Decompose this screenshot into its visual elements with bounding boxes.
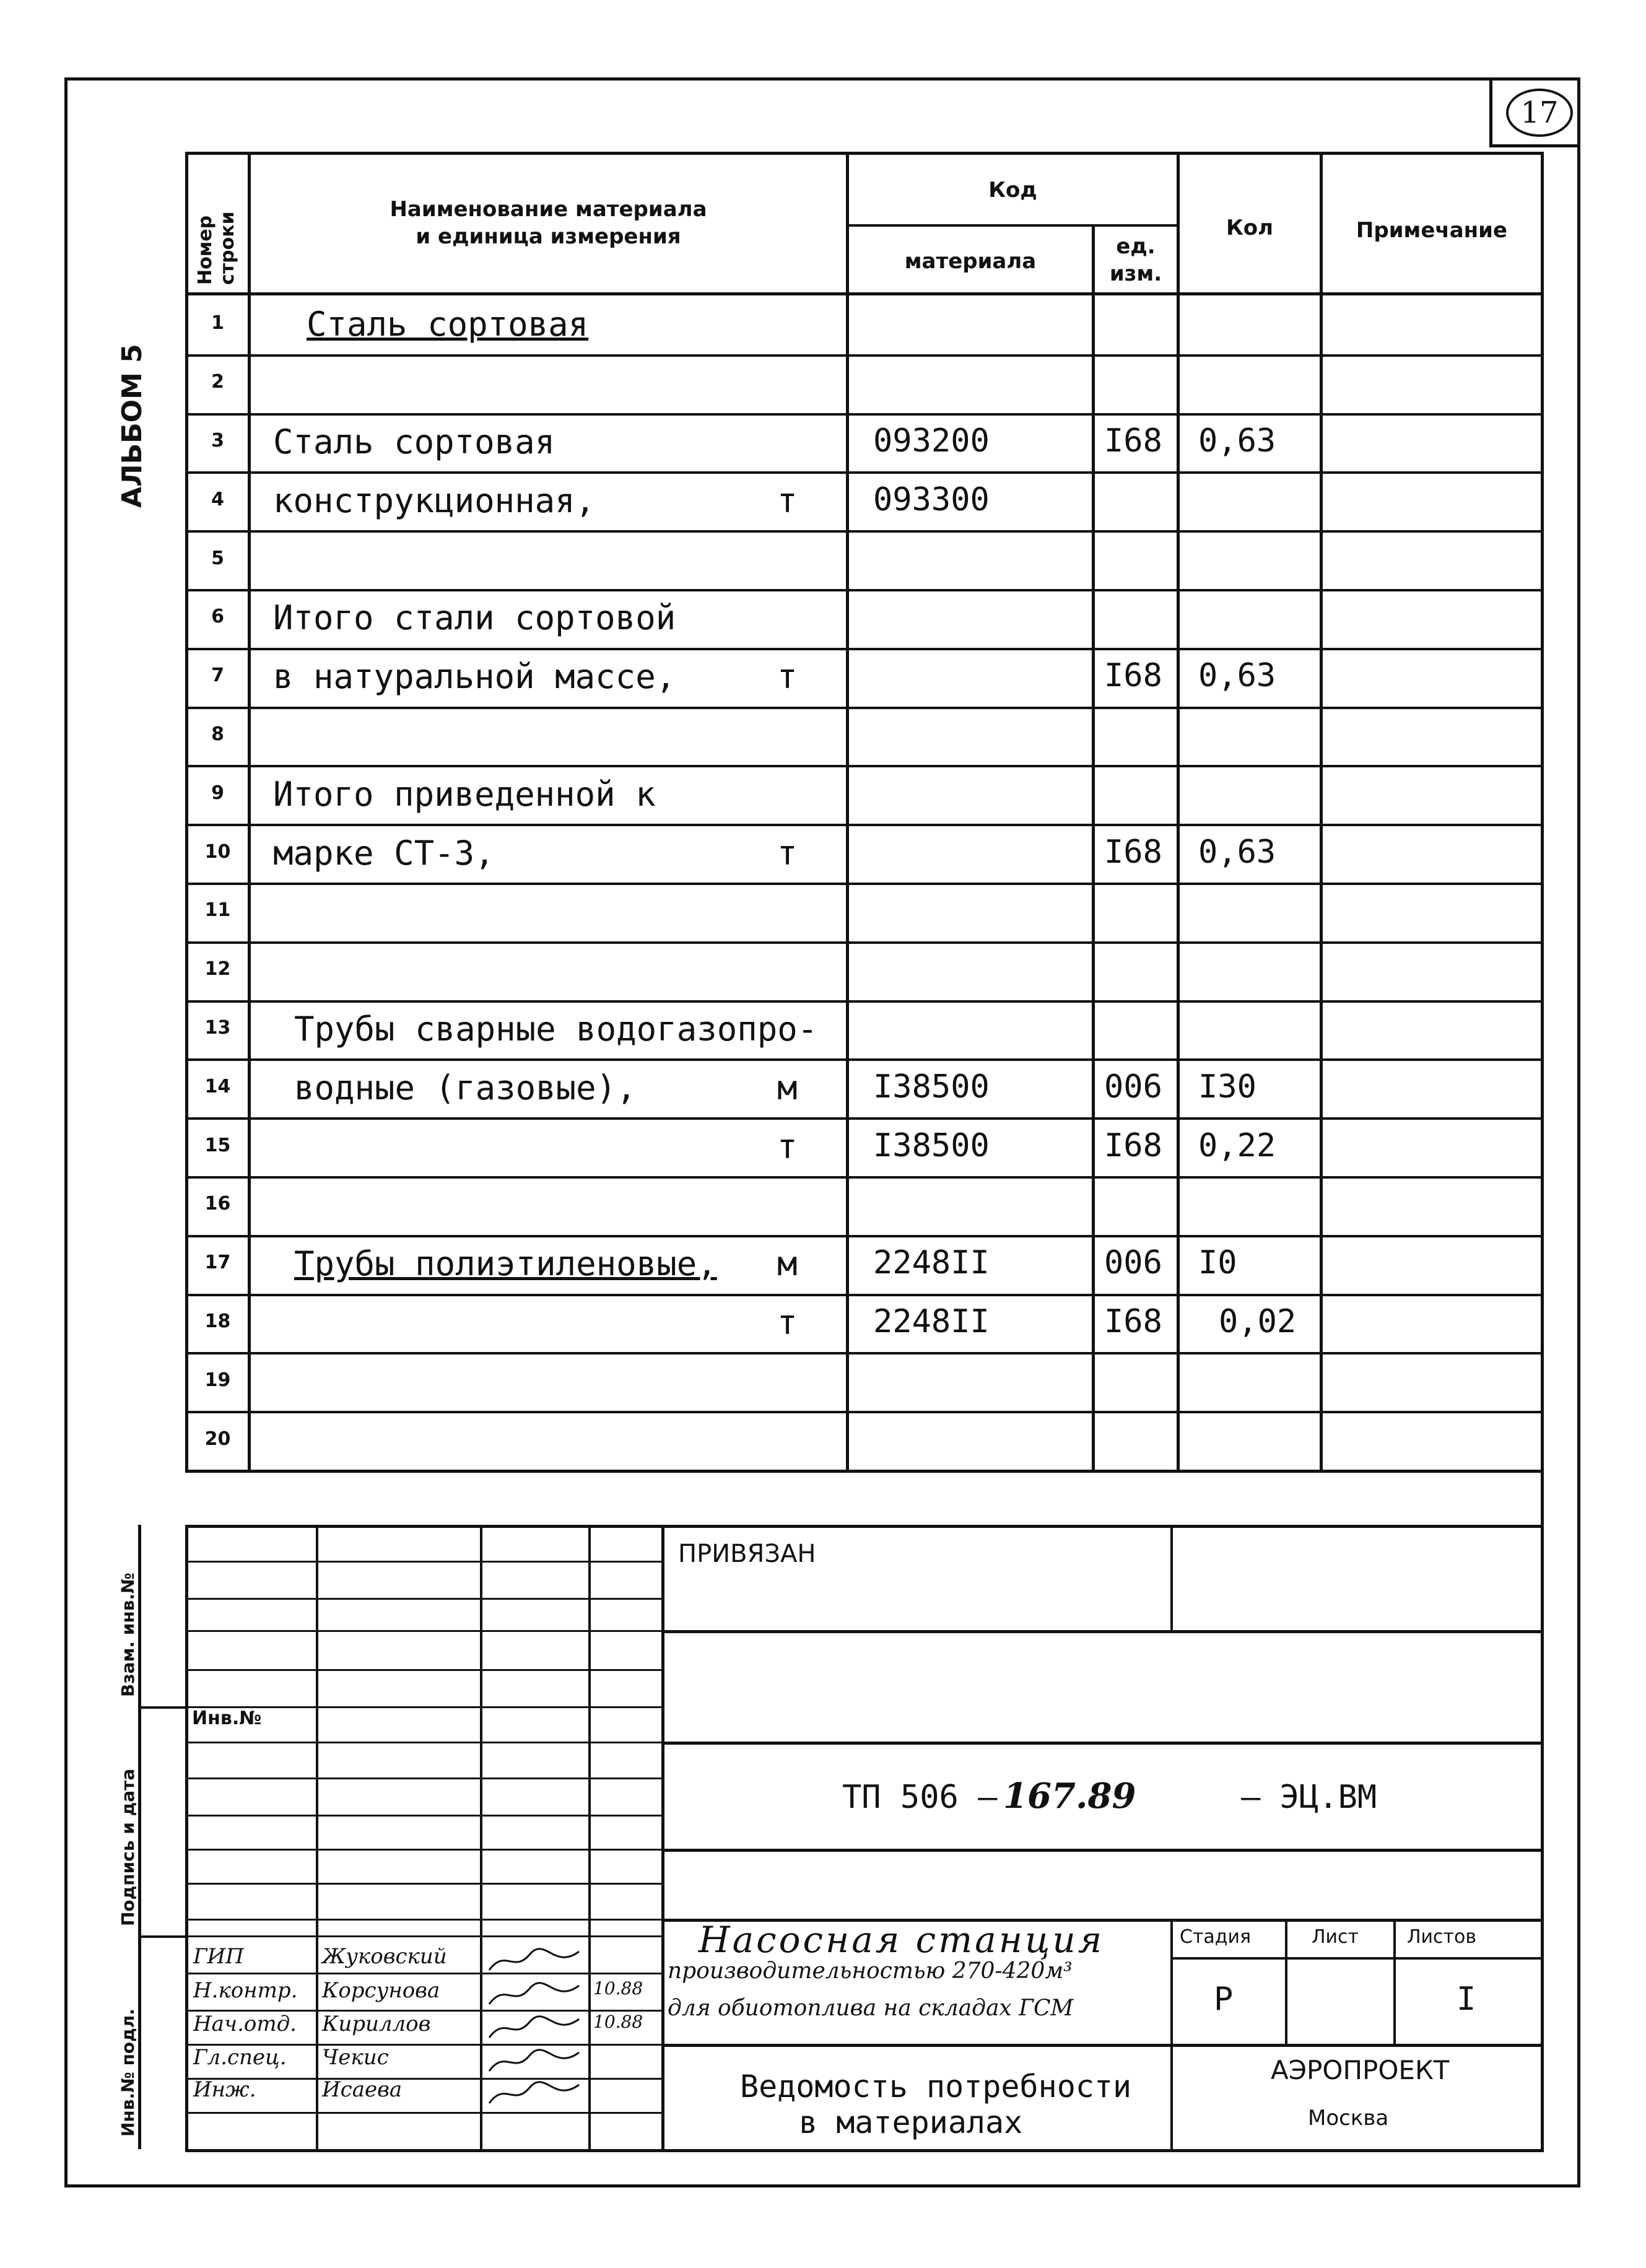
row-number: 19 — [204, 1369, 231, 1391]
row-number: 17 — [204, 1252, 231, 1273]
material-code: 2248II — [873, 1244, 990, 1281]
material-code: I38500 — [873, 1068, 990, 1106]
material-name: марке СТ-3, — [273, 834, 495, 873]
material-name: Сталь сортовая — [273, 422, 555, 461]
header-quantity: Кол — [1226, 216, 1274, 240]
org-city: Москва — [1308, 2106, 1389, 2131]
signature-scribble — [486, 2013, 585, 2044]
page-frame — [64, 77, 1580, 2187]
quantity: 0,02 — [1219, 1303, 1297, 1340]
material-name: Трубы полиэтиленовые, — [294, 1244, 717, 1283]
unit-code: I68 — [1104, 834, 1162, 871]
row-number: 12 — [204, 958, 231, 980]
unit-code: 006 — [1104, 1068, 1162, 1106]
row-number: 9 — [211, 782, 224, 804]
sheet-number: 17 — [1506, 89, 1573, 137]
sheets-label: Листов — [1407, 1926, 1477, 1948]
material-name: Итого стали сортовой — [273, 598, 676, 637]
signer-role: ГИП — [193, 1944, 244, 1969]
album-label: АЛЬБОМ 5 — [116, 344, 148, 508]
doc-name-line2: в материалах — [799, 2104, 1023, 2140]
org-name: АЭРОПРОЕКТ — [1271, 2055, 1450, 2085]
sheet-number-box — [1489, 77, 1580, 147]
signer-name: Чекис — [322, 2045, 389, 2070]
signature-scribble — [486, 2078, 585, 2109]
row-number: 4 — [211, 489, 224, 510]
sheet-label: Лист — [1312, 1926, 1359, 1948]
signer-date: 10.88 — [593, 1978, 643, 1999]
material-name: Сталь сортовая — [307, 305, 589, 344]
unit-code: I68 — [1104, 657, 1162, 694]
project-title: Насосная станция — [699, 1919, 1105, 1961]
header-row-number: Номер строки — [194, 211, 238, 285]
side-label-podpis: Подпись и дата — [118, 1768, 138, 1926]
row-number: 13 — [204, 1017, 231, 1039]
unit: м — [777, 1244, 798, 1283]
project-line3: для обиотоплива на складах ГСМ — [668, 1995, 1074, 2021]
doc-code-suffix: – ЭЦ.ВМ — [1241, 1779, 1377, 1816]
unit: т — [777, 481, 798, 520]
header-material-code: материала — [904, 249, 1037, 274]
material-name: Трубы сварные водогазопро- — [294, 1010, 818, 1049]
document-code — [842, 1776, 1377, 1817]
signature-scribble — [486, 1945, 585, 1976]
quantity: 0,63 — [1198, 657, 1276, 694]
row-number: 16 — [204, 1193, 231, 1215]
row-number: 10 — [204, 841, 231, 863]
material-name: конструкционная, — [273, 481, 596, 520]
row-number: 14 — [204, 1076, 231, 1097]
unit-code: I68 — [1104, 1127, 1162, 1164]
unit: т — [777, 657, 798, 696]
material-name: Итого приведенной к — [273, 775, 656, 814]
material-name: водные (газовые), — [294, 1068, 637, 1107]
unit-code: I68 — [1104, 422, 1162, 460]
header-note: Примечание — [1356, 218, 1508, 243]
row-number: 15 — [204, 1135, 231, 1156]
privyazan-label: ПРИВЯЗАН — [678, 1540, 816, 1568]
signer-role: Нач.отд. — [193, 2012, 297, 2036]
unit: т — [777, 834, 798, 873]
row-number: 2 — [211, 371, 224, 393]
header-name-line1: Наименование материала — [390, 197, 707, 222]
stage-value: Р — [1214, 1981, 1234, 2018]
signature-scribble — [486, 2046, 585, 2077]
side-label-inv-podl: Инв.№ подл. — [118, 2008, 138, 2137]
signer-name: Исаева — [322, 2077, 403, 2102]
header-unit-code: ед. изм. — [1109, 234, 1162, 286]
inv-number-label: Инв.№ — [192, 1708, 262, 1729]
quantity: I30 — [1198, 1068, 1256, 1106]
material-code: 093200 — [873, 422, 990, 460]
material-name: в натуральной массе, — [273, 657, 676, 696]
header-code: Код — [988, 178, 1037, 203]
signer-name: Корсунова — [322, 1978, 440, 2003]
doc-name-line1: Ведомость потребности — [740, 2069, 1132, 2104]
unit-code: 006 — [1104, 1244, 1162, 1281]
signer-date: 10.88 — [593, 2012, 643, 2032]
material-code: 2248II — [873, 1303, 990, 1340]
doc-code-hand: 167.89 — [1003, 1776, 1136, 1817]
row-number: 3 — [211, 430, 224, 451]
header-name-line2: и единица измерения — [416, 224, 681, 249]
signer-role: Инж. — [193, 2077, 256, 2102]
row-number: 7 — [211, 665, 224, 686]
signer-role: Н.контр. — [193, 1978, 298, 2003]
row-number: 5 — [211, 547, 224, 569]
quantity: 0,63 — [1198, 422, 1276, 460]
side-label-vzam: Взам. инв.№ — [118, 1572, 138, 1697]
quantity: 0,63 — [1198, 834, 1276, 871]
unit: м — [777, 1068, 798, 1107]
signer-name: Жуковский — [322, 1944, 447, 1969]
row-number: 6 — [211, 606, 224, 627]
unit-code: I68 — [1104, 1303, 1162, 1340]
signer-name: Кириллов — [322, 2012, 431, 2036]
material-code: I38500 — [873, 1127, 990, 1164]
quantity: I0 — [1198, 1244, 1237, 1281]
signature-scribble — [486, 1979, 585, 2010]
quantity: 0,22 — [1198, 1127, 1276, 1164]
row-number: 11 — [204, 899, 231, 921]
row-number: 20 — [204, 1428, 231, 1450]
unit: т — [777, 1127, 798, 1166]
unit: т — [777, 1303, 798, 1342]
material-code: 093300 — [873, 481, 990, 518]
signer-role: Гл.спец. — [193, 2045, 287, 2070]
project-line2: производительностью 270-420м³ — [668, 1958, 1073, 1984]
stage-label: Стадия — [1180, 1926, 1252, 1948]
row-number: 1 — [211, 312, 224, 334]
row-number: 18 — [204, 1311, 231, 1332]
doc-code-prefix: ТП 506 – — [842, 1779, 998, 1816]
sheets-value: I — [1457, 1981, 1476, 2018]
row-number: 8 — [211, 723, 224, 745]
